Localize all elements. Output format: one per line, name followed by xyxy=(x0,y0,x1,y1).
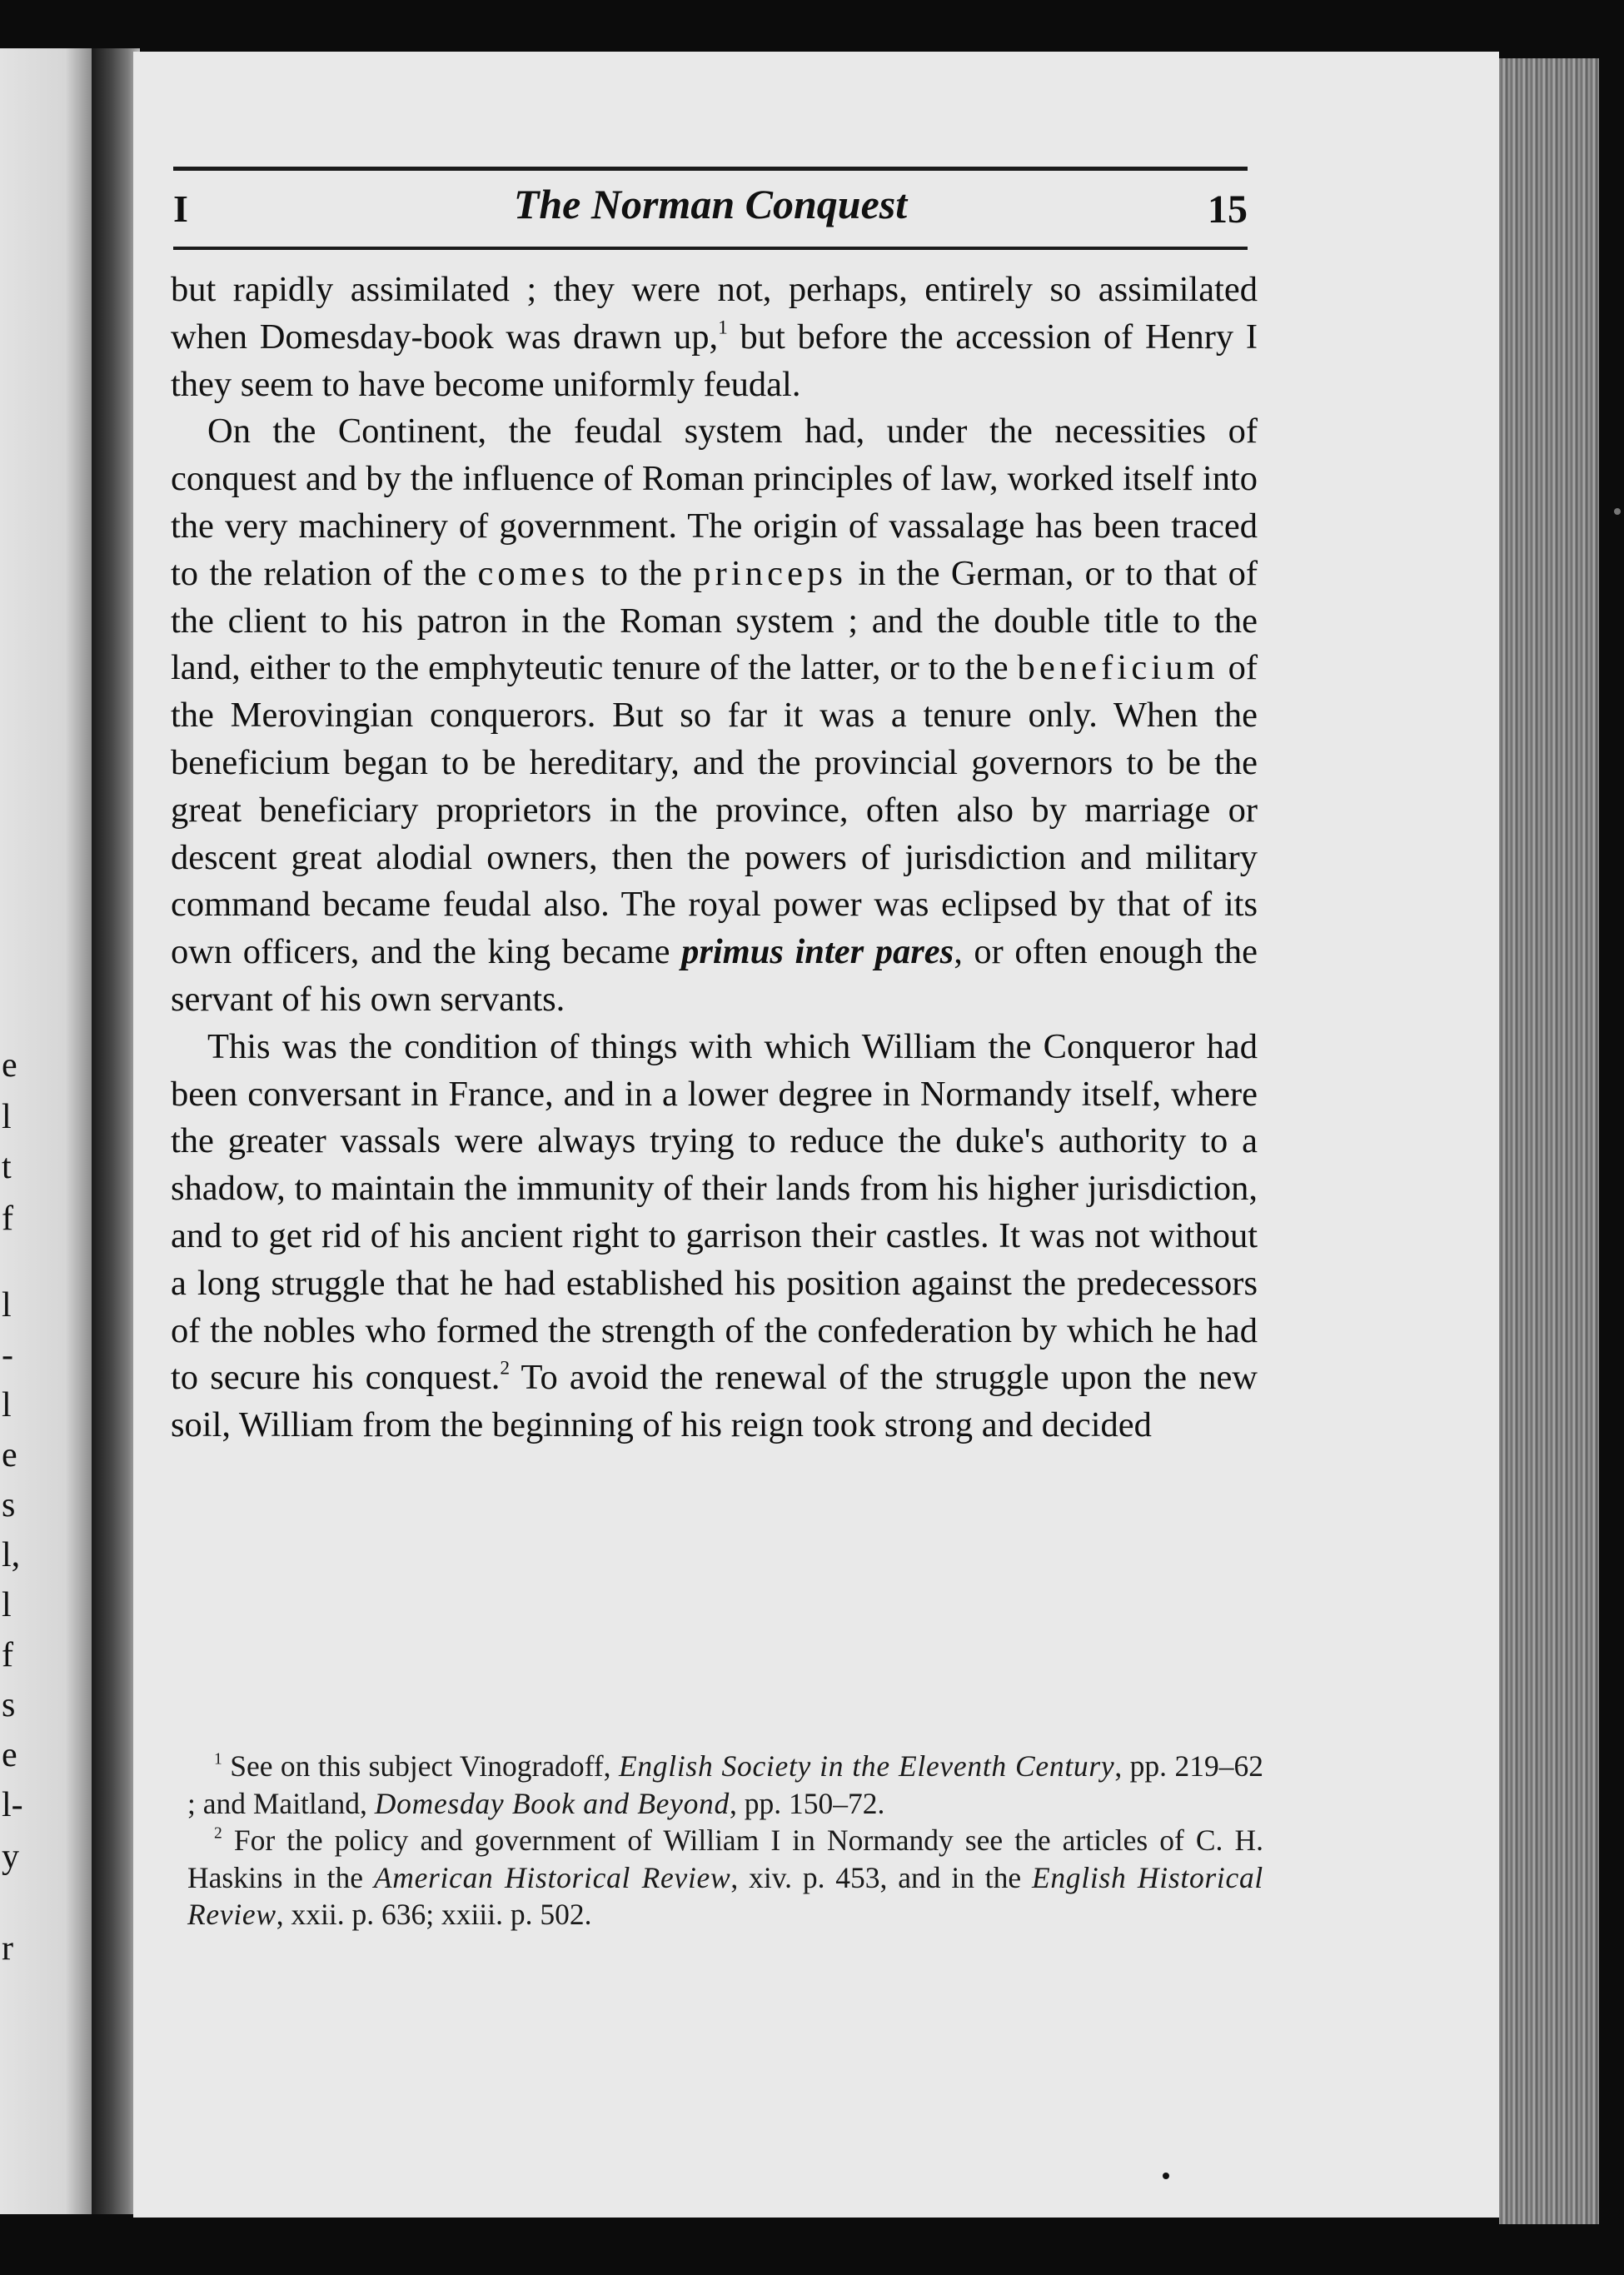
spaced-term: comes xyxy=(477,553,590,593)
footnote-mark: 1 xyxy=(214,1750,222,1769)
footnote-mark: 2 xyxy=(214,1824,222,1843)
italic-term: primus inter pares xyxy=(681,932,954,972)
margin-fragment: l, xyxy=(2,1536,21,1574)
running-title: The Norman Conquest xyxy=(513,181,908,227)
paragraph-1 xyxy=(171,267,1258,408)
paragraph-3 xyxy=(171,1024,1258,1449)
margin-fragment: y xyxy=(2,1838,19,1876)
paragraph-text: of the Merovingian conquerors. But so far it was a tenure only. When the beneficium began to be hereditary, and the provincial governors to be the great beneficiary proprietors in the province, often also by marriage or descent great alodial owners, then the powers of jurisdiction and military command became feudal also. The royal power was eclipsed by that of its own officers, and the king became xyxy=(171,648,1258,972)
footnote-text: , xxii. p. 636; xxiii. p. 502. xyxy=(276,1898,592,1931)
footnote-title: English Historical Review xyxy=(187,1860,1264,1931)
scan-speck xyxy=(1163,2173,1169,2179)
footnote-text: , xiv. p. 453, and in the xyxy=(730,1860,1032,1894)
footnote-text: , pp. 150–72. xyxy=(729,1786,885,1820)
paragraph-text: but rapidly assimilated ; they were not, perhaps, entirely so assimilated when Domesday-book was drawn up, xyxy=(171,270,1258,357)
facing-page-text-fragments xyxy=(0,48,33,2214)
margin-fragment: t xyxy=(2,1148,12,1186)
header-rule-bottom xyxy=(173,247,1248,250)
margin-fragment: l xyxy=(2,1586,12,1624)
margin-fragment: s xyxy=(2,1686,16,1724)
paragraph-2 xyxy=(171,408,1258,1023)
footnote-text: , pp. 219–62 ; and Maitland, xyxy=(187,1749,1263,1820)
paragraph-text: in the German, or to that of the client to his patron in the Roman system ; and the double title to the land, either to the emphyteutic tenure of the latter, or to the xyxy=(171,553,1258,688)
paragraph-text: but before the accession of Henry I they seem to have become uniformly feudal. xyxy=(171,317,1258,404)
footnote-ref-1: 1 xyxy=(718,317,728,339)
header-rule-top xyxy=(173,167,1248,171)
footnote-ref-2: 2 xyxy=(500,1357,511,1379)
body-text xyxy=(171,267,1258,1449)
page-number: 15 xyxy=(1208,187,1248,232)
footnote-2 xyxy=(187,1822,1263,1933)
margin-fragment: s xyxy=(2,1486,16,1524)
chapter-numeral: I xyxy=(173,187,188,230)
footnote-title: English Society in the Eleventh Century xyxy=(618,1749,1115,1783)
margin-fragment: e xyxy=(2,1046,17,1085)
footnote-text: For the policy and government of William I in Normandy see the articles of C. H. Haskins in the xyxy=(187,1823,1263,1894)
margin-fragment: e xyxy=(2,1736,17,1774)
paragraph-text: , or often enough the servant of his own servants. xyxy=(171,932,1258,1019)
margin-fragment: l xyxy=(2,1386,12,1424)
footnotes xyxy=(187,1748,1263,1933)
paragraph-text: To avoid the renewal of the struggle upon the new soil, William from the beginning of his reign took strong and decided xyxy=(171,1358,1258,1445)
paragraph-text: This was the condition of things with which William the Conqueror had been conversant in France, and in a lower degree in Normandy itself, where the greater vassals were always trying to reduce the duke's authority to a shadow, to maintain the immunity of their lands from his higher jurisdiction, and to get rid of his ancient right to garrison their castles. It was not without a long struggle that he had established his position against the predecessors of the nobles who formed the strength of the confederation by which he had to secure his conquest. xyxy=(171,1026,1258,1398)
margin-fragment: l- xyxy=(2,1786,23,1824)
margin-fragment: l xyxy=(2,1098,12,1136)
footnote-1 xyxy=(187,1748,1263,1822)
page-block-edges xyxy=(1499,58,1599,2224)
margin-fragment: - xyxy=(2,1336,13,1374)
margin-fragment: r xyxy=(2,1929,13,1968)
margin-fragment: f xyxy=(2,1200,13,1238)
scan-speck xyxy=(1614,508,1621,515)
paragraph-text: On the Continent, the feudal system had, under the necessities of conquest and by the influence of Roman principles of law, worked itself into the very machinery of government. The origin of vassalage has been traced to the relation of the xyxy=(171,412,1258,593)
footnote-title: Domesday Book and Beyond xyxy=(374,1786,730,1820)
footnote-title: American Historical Review xyxy=(373,1860,731,1894)
spaced-term: beneficium xyxy=(1017,648,1219,688)
footnote-text: See on this subject Vinogradoff, xyxy=(222,1749,619,1783)
paragraph-text: to the xyxy=(589,553,694,593)
facing-page-edge xyxy=(0,48,93,2214)
margin-fragment: f xyxy=(2,1636,13,1674)
spaced-term: princeps xyxy=(693,553,848,593)
margin-fragment: e xyxy=(2,1436,17,1474)
margin-fragment: l xyxy=(2,1286,12,1325)
running-head xyxy=(173,177,1248,243)
